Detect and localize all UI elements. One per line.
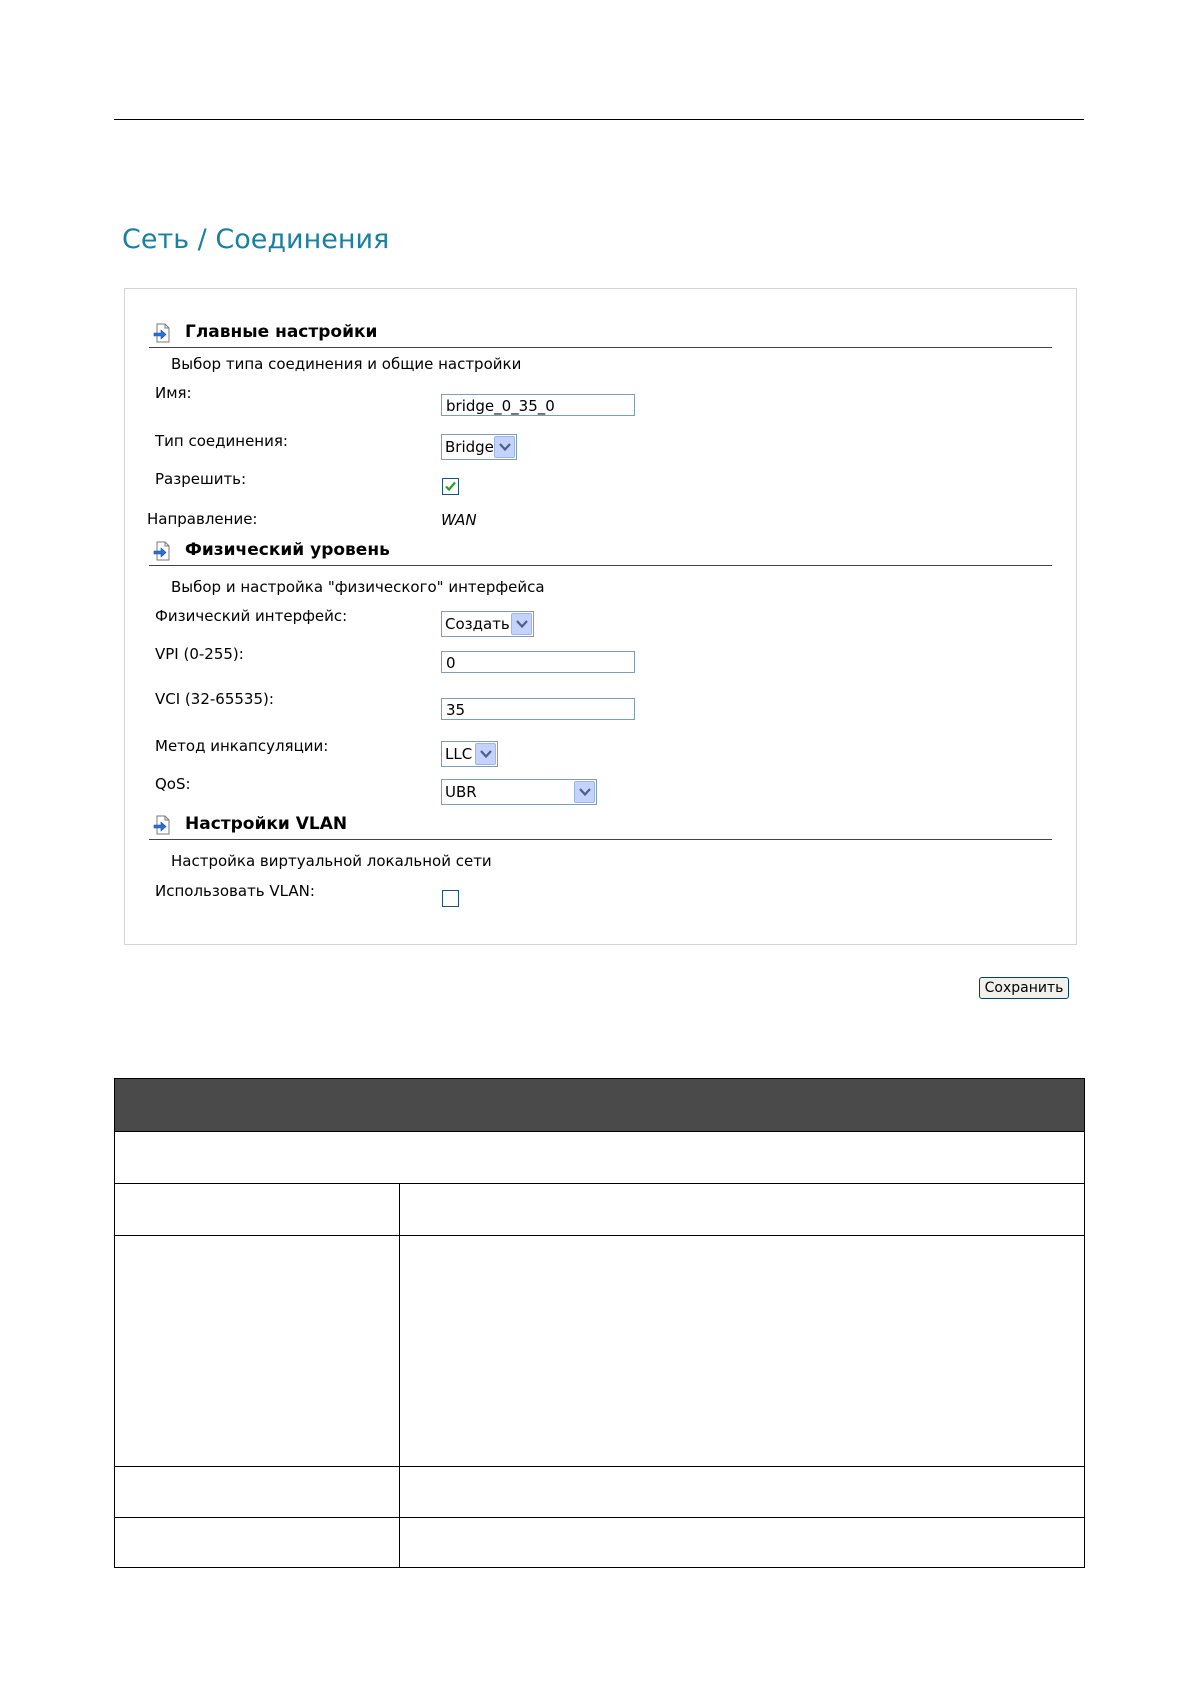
physical-interface-value: Создать bbox=[445, 615, 510, 633]
page-arrow-icon bbox=[153, 541, 171, 561]
chevron-down-icon[interactable] bbox=[475, 743, 496, 765]
qos-value: UBR bbox=[445, 783, 477, 801]
chevron-down-icon[interactable] bbox=[511, 613, 532, 635]
section-vlan-description: Настройка виртуальной локальной сети bbox=[171, 852, 492, 870]
section-vlan-title: Настройки VLAN bbox=[185, 814, 348, 834]
section-physical-title: Физический уровень bbox=[185, 540, 390, 560]
page-arrow-icon bbox=[153, 323, 171, 343]
qos-label: QoS: bbox=[155, 775, 191, 793]
table-row-divider bbox=[115, 1466, 1084, 1467]
page-top-rule bbox=[114, 119, 1084, 120]
table-row-divider bbox=[115, 1517, 1084, 1518]
chevron-down-icon[interactable] bbox=[574, 781, 595, 803]
section-vlan-header bbox=[149, 813, 1052, 840]
enable-label: Разрешить: bbox=[155, 470, 247, 488]
name-input[interactable] bbox=[441, 394, 635, 416]
vci-label: VCI (32-65535): bbox=[155, 690, 274, 708]
connection-type-select[interactable] bbox=[441, 434, 517, 460]
table-row-divider bbox=[115, 1183, 1084, 1184]
use-vlan-checkbox[interactable] bbox=[442, 890, 459, 907]
encapsulation-select[interactable] bbox=[441, 741, 498, 767]
table-column-divider bbox=[399, 1183, 400, 1567]
vpi-label: VPI (0-255): bbox=[155, 645, 244, 663]
encapsulation-label: Метод инкапсуляции: bbox=[155, 737, 329, 755]
page-title: Сеть / Соединения bbox=[122, 224, 390, 255]
enable-checkbox[interactable] bbox=[442, 478, 459, 495]
section-main-header bbox=[149, 321, 1052, 348]
parameters-table bbox=[114, 1078, 1085, 1568]
direction-label: Направление: bbox=[147, 510, 258, 528]
checkmark-icon bbox=[444, 480, 457, 493]
section-main-description: Выбор типа соединения и общие настройки bbox=[171, 355, 522, 373]
name-label: Имя: bbox=[155, 384, 192, 402]
physical-interface-select[interactable] bbox=[441, 611, 534, 637]
use-vlan-label: Использовать VLAN: bbox=[155, 882, 315, 900]
physical-interface-label: Физический интерфейс: bbox=[155, 607, 348, 625]
connection-type-label: Тип соединения: bbox=[155, 432, 288, 450]
section-main-title: Главные настройки bbox=[185, 322, 378, 342]
vpi-input[interactable] bbox=[441, 651, 635, 673]
chevron-down-icon[interactable] bbox=[494, 436, 515, 458]
section-physical-description: Выбор и настройка "физического" интерфейса bbox=[171, 578, 545, 596]
qos-select[interactable] bbox=[441, 779, 597, 805]
table-row-divider bbox=[115, 1235, 1084, 1236]
connection-settings-panel bbox=[124, 288, 1077, 945]
encapsulation-value: LLC bbox=[445, 745, 473, 763]
table-row-divider bbox=[115, 1131, 1084, 1132]
connection-type-value: Bridge bbox=[445, 438, 494, 456]
section-physical-header bbox=[149, 539, 1052, 566]
vci-input[interactable] bbox=[441, 698, 635, 720]
save-button[interactable]: Сохранить bbox=[979, 977, 1069, 999]
direction-value: WAN bbox=[441, 511, 477, 529]
page-arrow-icon bbox=[153, 815, 171, 835]
table-header bbox=[115, 1079, 1084, 1131]
